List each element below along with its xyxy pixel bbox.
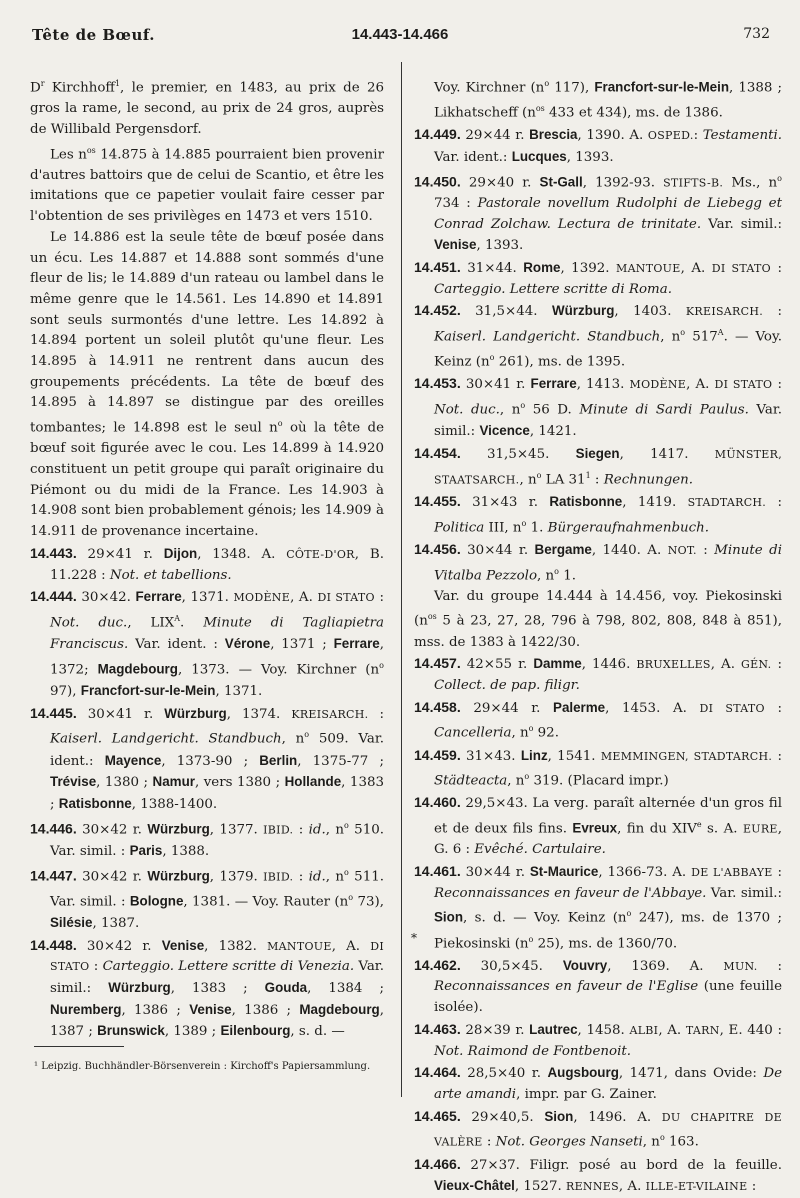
footnote-rule (34, 1046, 124, 1047)
page-header (22, 26, 778, 50)
footnote: ¹ Leipzig. Buchhändler-Börsenverein : Kirchoff's Papiersammlung. (34, 1061, 371, 1072)
entry-14455: 14.455. 31×43 r. Ratisbonne, 1419. STADTARCH. : Politica III, $n^o$ 1. Bürgeraufnahmenbuch. (414, 492, 782, 536)
entry-14448: 14.448. 30×42 r. Venise, 1382. MANTOUE, A. DI STATO : Carteggio. Lettere scritte di Venezia. Var. simil.: Würzburg, 1383 ; Gouda, 1384 ; Nuremberg, 1386 ; Venise, 1386 ; Magdebourg, 1387 ; Brunswick, 1389 ; Eilenbourg, s. d. — (30, 936, 384, 1040)
entry-14448-cont: Voy. Kirchner ($n^o$ 117), Francfort-sur-le-Mein, 1388 ; Likhatscheff ($n^{os}$ 433 et 434), ms. de 1386. (434, 79, 783, 121)
left-column (30, 74, 384, 1043)
entry-14445: 14.445. 30×41 r. Würzburg, 1374. KREISARCH. : Kaiserl. Landgericht. Standbuch, $n^o$ 509. Var. ident.: Mayence, 1373-90 ; Berlin, 1375-77 ; Trévise, 1380 ; Namur, vers 1380 ; Hollande, 1383 ; Ratisbonne, 1388-1400. (30, 704, 384, 813)
entry-14451: 14.451. 31×44. Rome, 1392. MANTOUE, A. DI STATO : Carteggio. Lettere scritte di Roma. (414, 259, 782, 297)
entry-14459: 14.459. 31×43. Linz, 1541. MEMMINGEN, STADTARCH. : Städteacta, $n^o$ 319. (Placard impr.) (414, 746, 782, 789)
paragraph-continued: $D^r$ Kirchhoff$^1$, le premier, en 1483, au prix de 26 gros la rame, le second, au prix de 24 gros, auprès de Willibald Pergensdorf. (30, 79, 384, 137)
entry-14460: 14.460. 29,5×43. La verg. paraît alternée d'un gros fil et de deux fils fins. Evreux, fin du XIVe s. A. EURE, G. 6 : Evêché. Cartulaire. (414, 794, 783, 858)
entry-14449: 14.449. 29×44 r. Brescia, 1390. A. OSPED.: Testamenti. Var. ident.: Lucques, 1393. (414, 126, 782, 166)
column-divider (401, 62, 402, 1097)
paragraph: Les $n^{os}$ 14.875 à 14.885 pourraient bien provenir d'autres battoirs que de celui de Scantio, et être les imitations que ce papetier voulait faire cesser par l'obtention de ses privilèges en 1473 et vers 1510. (30, 145, 384, 225)
entry-14458: 14.458. 29×44 r. Palerme, 1453. A. DI STATO : Cancelleria, $n^o$ 92. (414, 698, 782, 741)
entry-14444: 14.444. 30×42. Ferrare, 1371. MODÈNE, A. DI STATO : Not. duc., $LIX^A$. Minute di Tagliapietra Franciscus. Var. ident. : Vérone, 1371 ; Ferrare, 1372; Magdebourg, 1373. — Voy. Kirchner ($n^o$ 97), Francfort-sur-le-Mein, 1371. (30, 588, 385, 700)
group-note: Var. du groupe 14.444 à 14.456, voy. Piekosinski ($n^{os}$ 5 à 23, 27, 28, 796 à 798, 802, 808, 848 à 851), mss. de 1383 à 1422/30. (414, 588, 782, 650)
entry-14454: 14.454. 31,5×45. Siegen, 1417. MÜNSTER, STAATSARCH., $n^o$ LA $31^1$ : Rechnungen. (414, 445, 783, 488)
running-title: Tête de Bœuf. (32, 26, 156, 44)
margin-mark: * (411, 931, 417, 945)
entry-14465: 14.465. 29×40,5. Sion, 1496. A. DU CHAPITRE DE VALÈRE : Not. Georges Nanseti, $n^o$ 163. (414, 1107, 783, 1150)
entry-14461: 14.461. 30×44 r. St-Maurice, 1366-73. A. DE L'ABBAYE : Reconnaissances en faveur de l'Abbaye. Var. simil.: Sion, s. d. — Voy. Keinz ($n^o$ 247), ms. de 1370 ; Piekosinski ($n^o$ 25), ms. de 1360/70. (414, 863, 783, 952)
entry-14457: 14.457. 42×55 r. Damme, 1446. BRUXELLES, A. GÉN. : Collect. de pap. filigr. (414, 655, 782, 693)
entry-14450: 14.450. 29×40 r. St-Gall, 1392-93. STIFTS-B. Ms., $n^o$ 734 : Pastorale novellum Rudolphi de Liebegg et Conrad Zolchaw. Lectura de trinitate. Var. simil.: Venise, 1393. (414, 173, 782, 254)
entry-14466: 14.466. 27×37. Filigr. posé au bord de la feuille. Vieux-Châtel, 1527. RENNES, A. ILLE-ET-VILAINE : (414, 1155, 782, 1195)
number-range: 14.443-14.466 (351, 26, 449, 43)
page-number: 732 (743, 26, 770, 42)
paragraph: Le 14.886 est la seule tête de bœuf posée dans un écu. Les 14.887 et 14.888 sont sommés d'une fleur de lis; le 14.889 d'un rateau ou lambel dans le même genre que le 14.561. Les 14.890 et 14.891 sont seuls surmontés d'une lettre. Les 14.892 à 14.894 portent un soleil plutôt qu'une fleur. Les 14.895 à 14.911 ne rentrent dans aucun des groupements précédents. La tête de bœuf des 14.895 à 14.897 se distingue par des oreilles tombantes; le 14.898 est le seul $n^o$ où la tête de bœuf soit figurée avec le cou. Les 14.899 à 14.920 constituent un petit groupe qui paraît originaire du Piémont ou du midi de la France. Les 14.903 à 14.908 sont bien probablement génois; les 14.909 à 14.911 de provenance incertaine. (30, 229, 384, 540)
entry-14452: 14.452. 31,5×44. Würzburg, 1403. KREISARCH. : Kaiserl. Landgericht. Standbuch, $n^o$ $517^A$. — Voy. Keinz ($n^o$ 261), ms. de 1395. (414, 302, 782, 370)
entry-14456: 14.456. 30×44 r. Bergame, 1440. A. NOT. : Minute di Vitalba Pezzolo, $n^o$ 1. (414, 540, 782, 583)
entry-14453: 14.453. 30×41 r. Ferrare, 1413. MODÈNE, A. DI STATO : Not. duc., $n^o$ 56 D. Minute di Sardi Paulus. Var. simil.: Vicence, 1421. (414, 375, 783, 440)
entry-14446: 14.446. 30×42 r. Würzburg, 1377. IBID. : id., $n^o$ 510. Var. simil. : Paris, 1388. (30, 820, 384, 859)
right-column (414, 74, 782, 1198)
entry-14462: 14.462. 30,5×45. Vouvry, 1369. A. MUN. : Reconnaissances en faveur de l'Eglise (une feuille isolée). (414, 956, 782, 1016)
entry-14463: 14.463. 28×39 r. Lautrec, 1458. ALBI, A. TARN, E. 440 : Not. Raimond de Fontbenoit. (414, 1020, 782, 1059)
entry-14464: 14.464. 28,5×40 r. Augsbourg, 1471, dans Ovide: De arte amandi, impr. par G. Zainer. (414, 1064, 782, 1102)
entry-14447: 14.447. 30×42 r. Würzburg, 1379. IBID. : id., $n^o$ 511. Var. simil. : Bologne, 1381. — Voy. Rauter ($n^o$ 73), Silésie, 1387. (30, 867, 384, 931)
entry-14443: 14.443. 29×41 r. Dijon, 1348. A. CÔTE-D'OR, B. 11.228 : Not. et tabellions. (30, 544, 384, 583)
